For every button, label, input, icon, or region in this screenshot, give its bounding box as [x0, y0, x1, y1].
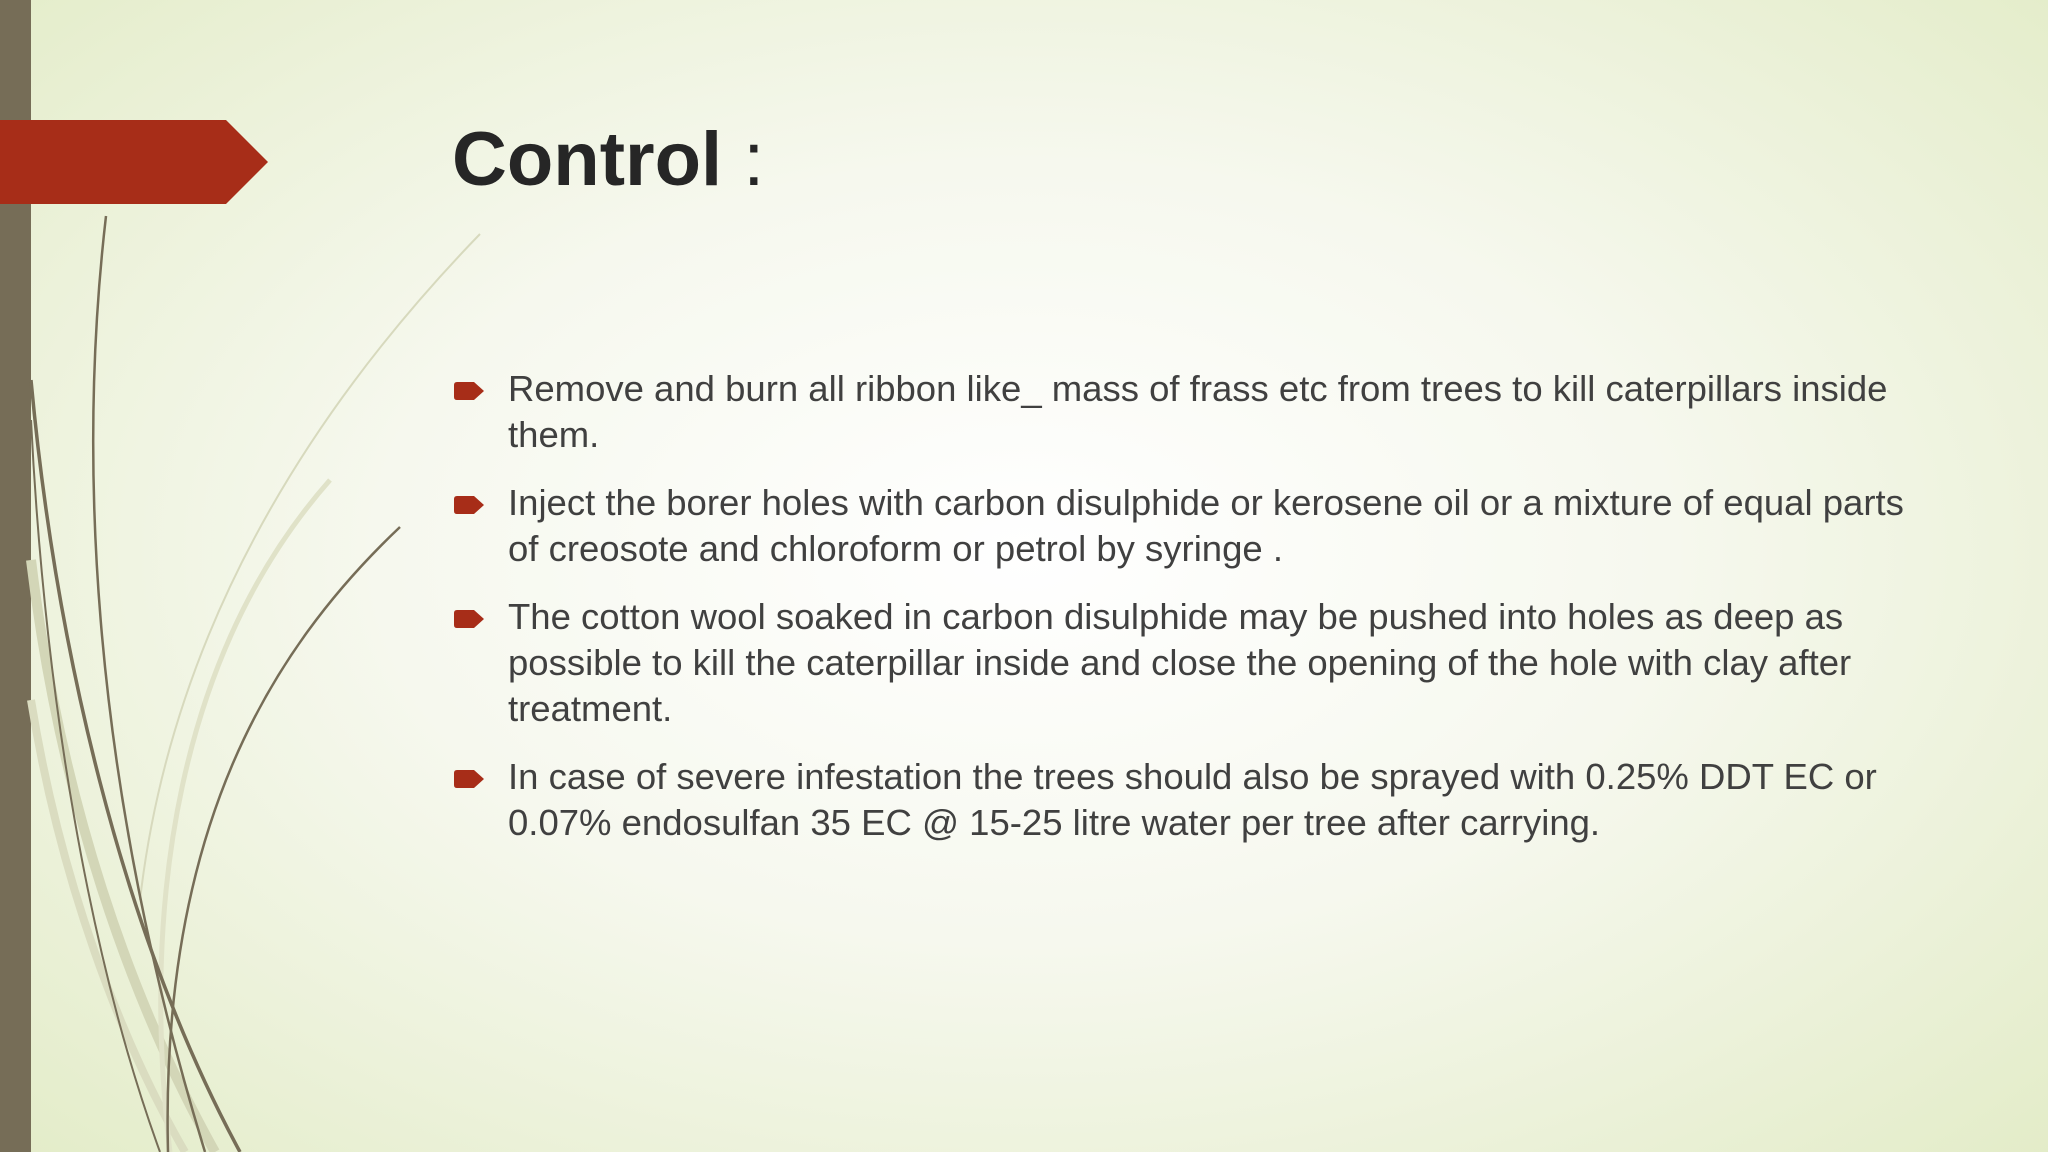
bullet-item — [450, 480, 1930, 572]
slide-title-main: Control — [452, 117, 723, 202]
bullet-text: The cotton wool soaked in carbon disulphide may be pushed into holes as deep as possible to kill the caterpillar inside and close the opening of the hole with clay after treatment. — [508, 596, 1852, 729]
arrow-right-icon — [454, 770, 484, 788]
slide-title — [452, 112, 764, 208]
arrow-right-icon — [454, 496, 484, 514]
arrow-right-icon — [454, 382, 484, 400]
title-pointer-shape — [0, 120, 268, 204]
bullet-text: In case of severe infestation the trees should also be sprayed with 0.25% DDT EC or 0.07% endosulfan 35 EC @ 15-25 litre water per tree after carrying. — [508, 756, 1877, 843]
bullet-item — [450, 366, 1930, 458]
slide-title-suffix: : — [722, 117, 765, 202]
bullet-text: Inject the borer holes with carbon disulphide or kerosene oil or a mixture of equal parts of creosote and chloroform or petrol by syringe . — [508, 482, 1904, 569]
arrow-right-icon — [454, 610, 484, 628]
bullet-list — [450, 366, 1930, 868]
bullet-text: Remove and burn all ribbon like_ mass of frass etc from trees to kill caterpillars inside them. — [508, 368, 1888, 455]
bullet-item — [450, 594, 1930, 732]
bullet-item — [450, 754, 1930, 846]
